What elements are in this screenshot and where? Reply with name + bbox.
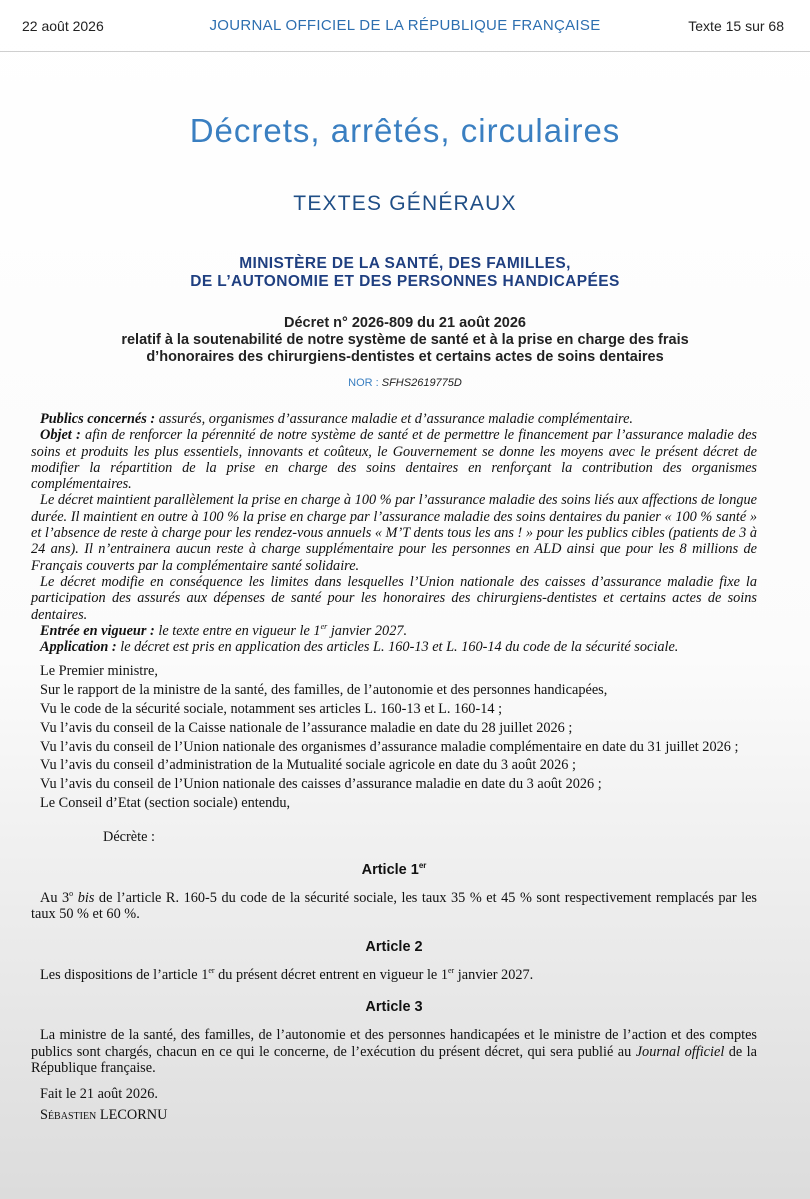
visa-line: Le Conseil d’Etat (section sociale) entendu, [40,795,291,812]
subsection-title: TEXTES GÉNÉRAUX [293,192,517,215]
entree-label: Entrée en vigueur : [40,622,155,639]
article-1-text: Au 3$^o$ bis de l’article R. 160-5 du code de la sécurité sociale, les taux 35 % et 45 % sont respectivement remplacés par les taux 50 % et 60 %. [31,888,757,923]
visa-line: Vu l’avis du conseil de l’Union nationale des caisses d’assurance maladie en date du 3 août 2026 ; [40,776,602,793]
notice-paragraph-3: Le décret modifie en conséquence les limites dans lesquelles l’Union nationale des caisses d’assurance maladie fixe la participation des assurés aux dépenses de santé pour les honoraires des chirurgiens-dentistes et certains actes de soins dentaires. [31,573,757,623]
ministry-line-2: DE L’AUTONOMIE ET DES PERSONNES HANDICAPÉES [190,273,620,290]
article-3-heading: Article 3 [365,999,423,1016]
article-2-heading: Article 2 [365,938,423,955]
visa-line: Vu le code de la sécurité sociale, notamment ses articles L. 160-13 et L. 160-14 ; [40,701,503,718]
publication-date: 22 août 2026 [22,17,104,34]
publics-concernes: Publics concernés : assurés, organismes d’assurance maladie et d’assurance maladie complémentaire. [40,411,633,427]
visa-line: Le Premier ministre, [40,663,158,680]
entree-en-vigueur: Entrée en vigueur : le texte entre en vigueur le 1er janvier 2027. [40,621,408,639]
article-2-text: Les dispositions de l’article 1er du présent décret entrent en vigueur le 1er janvier 2027. [40,965,534,983]
explanatory-notice [31,411,757,655]
journal-title: JOURNAL OFFICIEL DE LA RÉPUBLIQUE FRANÇAISE [209,17,601,34]
objet-label: Objet : [40,427,81,444]
ministry-line-1: MINISTÈRE DE LA SANTÉ, DES FAMILLES, [239,255,571,272]
visa-line: Vu l’avis du conseil d’administration de la Mutualité sociale agricole en date du 3 août 2026 ; [40,757,576,774]
text-counter: Texte 15 sur 68 [688,17,784,34]
application-label: Application : [40,639,117,656]
objet: Objet : afin de renforcer la pérennité de notre système de santé et de permettre le financement par l’assurance maladie des soins et produits les plus essentiels, innovants et coûteux, le Gouvernement se donne les moyens avec le présent décret de modifier la répartition de la prise en charge des soins dentaires en renforçant la contribution des organismes complémentaires. [31,427,757,493]
decree-subject-line-1: relatif à la soutenabilité de notre système de santé et à la prise en charge des frais [121,332,689,348]
notice-paragraph-2: Le décret maintient parallèlement la prise en charge à 100 % par l’assurance maladie des soins liés aux affections de longue durée. Il maintient en outre à 100 % la prise en charge par l’assurance maladie des soins dentaires du panier « 100 % santé » et l’absence de reste à charge pour les rendez-vous annuels « M’T dents tous les ans ! » pour les publics cibles (patients de 3 à 24 ans). Il n’entrainera aucun reste à charge supplémentaire pour les personnes en ALD ainsi que pour les 8 millions de Français couverts par la complémentaire santé solidaire. [31,492,757,574]
decrete-label: Décrète : [103,829,155,846]
application: Application : le décret est pris en application des articles L. 160-13 et L. 160-14 du code de la sécurité sociale. [40,639,679,656]
visa-line: Sur le rapport de la ministre de la santé, des familles, de l’autonomie et des personnes handicapées, [40,682,608,699]
nor-label: NOR : [348,377,379,389]
publics-label: Publics concernés : [40,411,156,427]
decree-title [0,315,810,366]
ministry-name [0,255,810,291]
nor-code: SFHS2619775D [381,377,462,389]
visas-list [31,663,757,845]
decree-subject-line-2: d’honoraires des chirurgiens-dentistes et certains actes de soins dentaires [146,349,664,365]
article-3-text: La ministre de la santé, des familles, de l’autonomie et des personnes handicapées et le ministre de l’action et des comptes publics sont chargés, chacun en ce qui le concerne, de l’exécution du présent décret, qui sera publié au Journal officiel de la République française. [31,1027,757,1076]
visa-line: Vu l’avis du conseil de la Caisse nationale de l’assurance maladie en date du 28 juillet 2026 ; [40,719,573,736]
signature-date: Fait le 21 août 2026. [40,1086,158,1103]
signatory-name: Sébastien LECORNU [40,1106,168,1123]
section-title: Décrets, arrêtés, circulaires [189,112,621,149]
nor-reference [0,377,810,389]
article-1-heading: Article 1er [361,860,427,878]
decree-number: Décret n° 2026-809 du 21 août 2026 [284,315,526,331]
visa-line: Vu l’avis du conseil de l’Union nationale des organismes d’assurance maladie complémentaire en date du 31 juillet 2026 ; [40,738,739,755]
decree-body [31,411,757,1123]
journal-header [0,0,810,52]
